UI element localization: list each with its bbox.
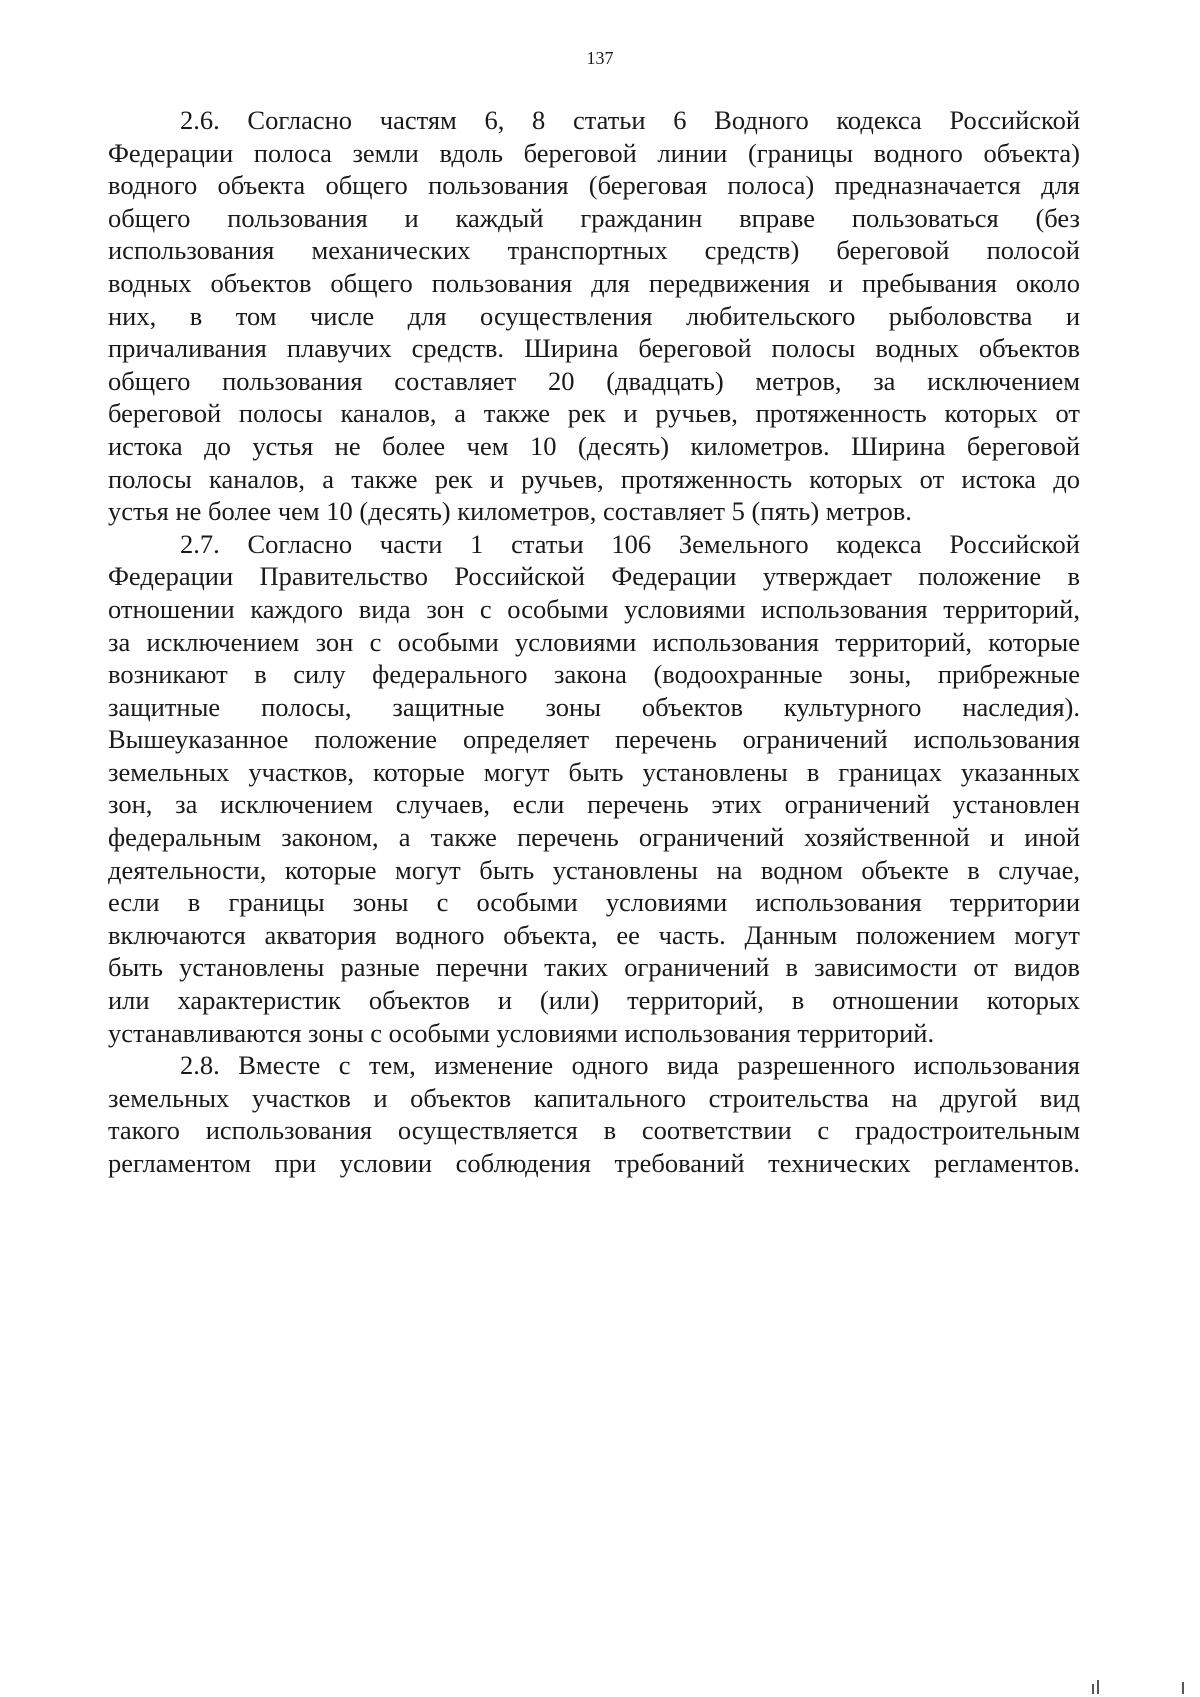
text-line: земельных участков и объектов капитального строительства на другой вид bbox=[108, 1082, 1080, 1113]
text-line: быть установлены разные перечни таких ограничений в зависимости от видов bbox=[108, 952, 1080, 983]
text-line: Федерации полоса земли вдоль береговой линии (границы водного объекта) bbox=[108, 137, 1080, 168]
paragraph-2-6 bbox=[108, 104, 1080, 528]
text-line: если в границы зоны с особыми условиями использования территории bbox=[108, 887, 1080, 918]
text-line: общего пользования составляет 20 (двадцать) метров, за исключением bbox=[108, 365, 1080, 396]
text-line: 2.7. Согласно части 1 статьи 106 Земельного кодекса Российской bbox=[180, 528, 1080, 559]
text-line: возникают в силу федерального закона (водоохранные зоны, прибрежные bbox=[108, 659, 1080, 690]
text-line: Федерации Правительство Российской Федерации утверждает положение в bbox=[108, 561, 1080, 592]
text-line: регламентом при условии соблюдения требований технических регламентов. bbox=[108, 1148, 1080, 1178]
text-line: 2.6. Согласно частям 6, 8 статьи 6 Водного кодекса Российской bbox=[180, 105, 1080, 135]
text-line: них, в том числе для осуществления любительского рыболовства и bbox=[108, 300, 1080, 331]
text-line: водных объектов общего пользования для передвижения и пребывания около bbox=[108, 267, 1080, 298]
page-number: 137 bbox=[586, 48, 614, 68]
text-line: истока до устья не более чем 10 (десять) километров. Ширина береговой bbox=[108, 430, 1080, 461]
document-body bbox=[108, 104, 1080, 1180]
text-line: общего пользования и каждый гражданин вправе пользоваться (без bbox=[108, 202, 1080, 233]
scan-mark bbox=[1097, 1680, 1099, 1694]
text-line: такого использования осуществляется в соответствии с градостроительным bbox=[108, 1115, 1080, 1146]
text-line: береговой полосы каналов, а также рек и ручьев, протяженность которых от bbox=[108, 398, 1080, 429]
paragraph-2-7 bbox=[108, 528, 1080, 1050]
text-line: включаются акватория водного объекта, ее часть. Данным положением могут bbox=[108, 919, 1080, 950]
text-line: Вышеуказанное положение определяет перечень ограничений использования bbox=[108, 724, 1080, 755]
scan-mark bbox=[1182, 1682, 1184, 1694]
paragraph-2-8 bbox=[108, 1049, 1080, 1179]
text-line: полосы каналов, а также рек и ручьев, протяженность которых от истока до bbox=[108, 463, 1080, 494]
text-line: земельных участков, которые могут быть установлены в границах указанных bbox=[108, 756, 1080, 787]
text-line: устья не более чем 10 (десять) километров, составляет 5 (пять) метров. bbox=[108, 496, 912, 527]
scan-mark bbox=[1092, 1684, 1094, 1694]
text-line: федеральным законом, а также перечень ограничений хозяйственной и иной bbox=[108, 822, 1080, 853]
text-line: или характеристик объектов и (или) территорий, в отношении которых bbox=[108, 985, 1080, 1016]
text-line: использования механических транспортных средств) береговой полосой bbox=[108, 235, 1080, 266]
scan-marks bbox=[1092, 1680, 1192, 1694]
text-line: водного объекта общего пользования (береговая полоса) предназначается для bbox=[108, 170, 1080, 201]
text-line: за исключением зон с особыми условиями использования территорий, которые bbox=[108, 626, 1080, 657]
text-line: защитные полосы, защитные зоны объектов культурного наследия). bbox=[108, 691, 1080, 722]
text-line: устанавливаются зоны с особыми условиями использования территорий. bbox=[108, 1017, 935, 1048]
text-line: 2.8. Вместе с тем, изменение одного вида разрешенного использования bbox=[180, 1050, 1080, 1081]
text-line: отношении каждого вида зон с особыми условиями использования территорий, bbox=[108, 593, 1080, 624]
text-line: причаливания плавучих средств. Ширина береговой полосы водных объектов bbox=[108, 333, 1080, 364]
text-line: зон, за исключением случаев, если перечень этих ограничений установлен bbox=[108, 789, 1080, 820]
text-line: деятельности, которые могут быть установлены на водном объекте в случае, bbox=[108, 854, 1080, 885]
